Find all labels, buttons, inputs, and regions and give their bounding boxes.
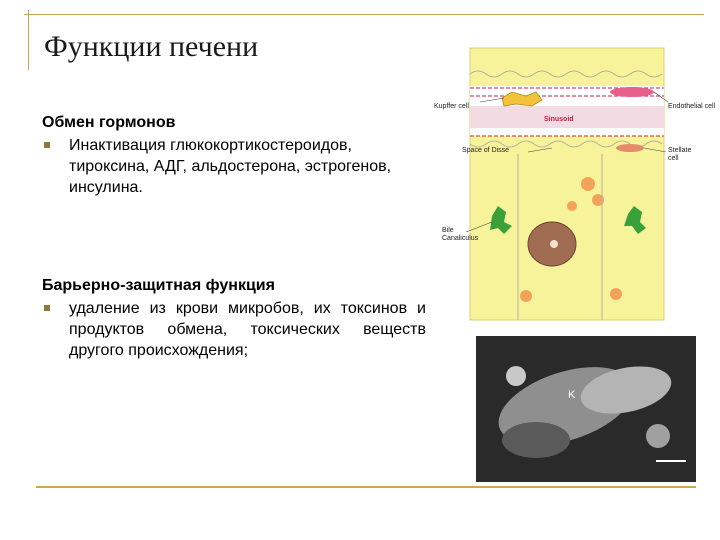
section-hormones — [42, 112, 426, 198]
top-frame-line — [24, 14, 704, 15]
bullet-square-icon — [44, 305, 50, 311]
sinusoid-wall — [502, 422, 570, 458]
stellate-cell-shape — [616, 144, 644, 152]
section-barrier — [42, 275, 426, 361]
bile-label-line2: Canaliculus — [442, 235, 479, 242]
stellate-label-line1: Stellate — [668, 147, 692, 154]
stellate-label-line2: cell — [668, 155, 679, 162]
bullet-item — [42, 135, 426, 198]
electron-micrograph — [476, 336, 696, 482]
bottom-frame-line — [36, 486, 696, 488]
mitochondrion-3 — [520, 290, 532, 302]
section-heading: Барьерно-защитная функция — [42, 277, 275, 294]
micrograph-k-label: K — [568, 389, 576, 401]
erythrocyte-1 — [506, 366, 526, 386]
bile-label-line1: Bile — [442, 227, 454, 234]
endothelial-cell-shape — [610, 87, 654, 97]
mitochondrion-5 — [567, 201, 577, 211]
section-heading: Обмен гормонов — [42, 114, 176, 131]
bullet-text: удаление из крови микробов, их токсинов и продуктов обмена, токсических веществ другого происхождения; — [69, 300, 426, 359]
bullet-item — [42, 298, 426, 361]
mitochondrion-4 — [610, 288, 622, 300]
erythrocyte-2 — [646, 424, 670, 448]
sinusoid-label: Sinusoid — [544, 116, 574, 123]
liver-cell-diagram — [432, 44, 720, 334]
endothelial-label: Endothelial cell — [668, 103, 716, 110]
mitochondrion-1 — [581, 177, 595, 191]
bullet-text: Инактивация глюкокортикостероидов, тироксина, АДГ, альдостерона, эстрогенов, инсулина. — [69, 137, 392, 196]
bullet-square-icon — [44, 142, 50, 148]
space-disse-label: Space of Disse — [462, 147, 510, 154]
scale-bar — [656, 460, 686, 462]
slide-title: Функции печени — [44, 30, 259, 63]
left-frame-line — [28, 10, 29, 70]
nucleolus-shape — [550, 240, 558, 248]
kupffer-label: Kupffer cell — [434, 103, 469, 110]
